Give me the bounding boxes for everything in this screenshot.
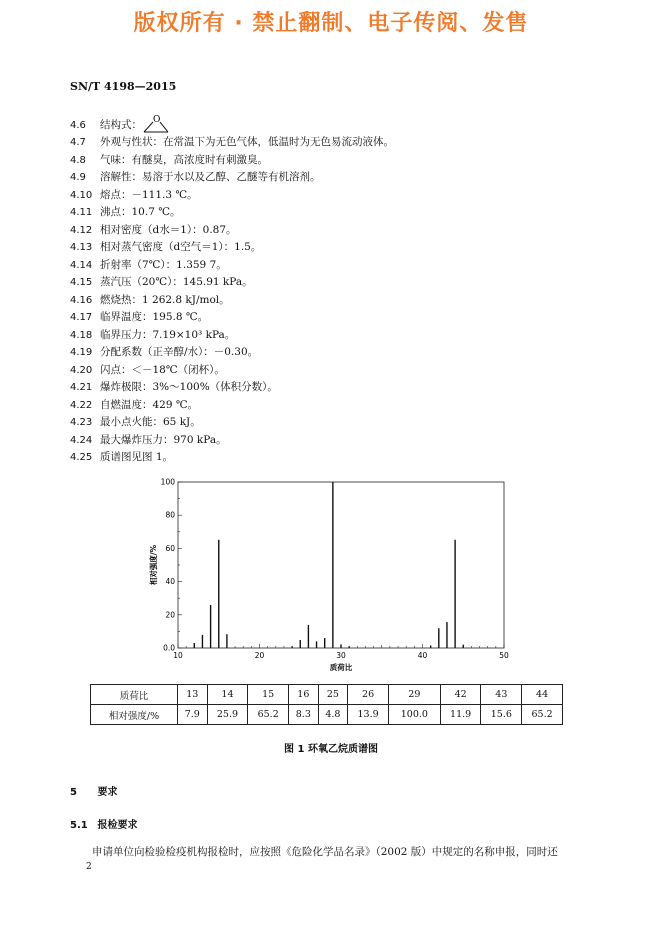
- table-cell: 44: [522, 685, 563, 705]
- property-item: [70, 344, 630, 362]
- spectrum-bar: [291, 646, 292, 648]
- x-tick-label: 10: [173, 651, 183, 660]
- spectrum-bar: [218, 540, 219, 648]
- spectrum-bar: [340, 645, 341, 648]
- mass-spectrum-table: [90, 684, 563, 725]
- body-paragraph: 申请单位向检验检疫机构报检时，应按照《危险化学品名录》（2002 版）中规定的名称申报，同时还: [92, 846, 558, 858]
- table-cell: 29: [388, 685, 440, 705]
- table-cell: 42: [440, 685, 481, 705]
- item-number: 4.22: [70, 399, 93, 411]
- property-item: [70, 309, 630, 327]
- spectrum-bar: [316, 641, 317, 648]
- item-number: 4.18: [70, 329, 93, 341]
- item-text: 相对蒸气密度（d空气＝1）：1.5。: [100, 241, 262, 253]
- spectrum-bar: [308, 625, 309, 648]
- item-number: 4.8: [70, 154, 86, 166]
- property-item: [70, 134, 630, 152]
- spectrum-bar: [210, 605, 211, 648]
- spectrum-bar: [202, 635, 203, 648]
- y-tick-label: 20: [165, 610, 175, 620]
- spectrum-bar: [438, 628, 439, 648]
- x-tick-label: 20: [254, 651, 265, 660]
- item-text: 临界压力：7.19×10³ kPa。: [100, 328, 236, 341]
- item-text: 熔点：－111.3 ℃。: [100, 188, 198, 201]
- y-tick-label: 0.0: [163, 643, 175, 653]
- spectrum-bar: [332, 482, 333, 648]
- item-text: 沸点：10.7 ℃。: [100, 206, 181, 218]
- page-number: 2: [86, 862, 92, 872]
- table-cell: 65.2: [248, 705, 289, 725]
- item-number: 4.25: [70, 452, 93, 463]
- item-text: 蒸汽压（20℃）：145.91 kPa。: [100, 276, 253, 288]
- table-cell: 26: [348, 685, 389, 705]
- y-tick-label: 100: [160, 477, 175, 487]
- item-number: 4.10: [70, 189, 93, 201]
- property-list: [70, 112, 630, 467]
- y-axis-label: 相对强度/%: [149, 544, 158, 586]
- x-tick-label: 50: [499, 651, 509, 660]
- table-cell: 4.8: [318, 705, 348, 725]
- table-cell: 15: [248, 685, 289, 705]
- item-text: 闪点：＜－18℃（闭杯）。: [100, 363, 225, 376]
- item-text: 气味：有醚臭，高浓度时有刺激臭。: [100, 153, 268, 166]
- item-text: 临界温度：195.8 ℃。: [100, 311, 209, 323]
- spectrum-bar: [226, 634, 227, 648]
- item-number: 4.12: [70, 224, 93, 236]
- y-tick-label: 80: [165, 510, 175, 520]
- spectrum-bar: [300, 640, 301, 648]
- section-number: 5: [70, 787, 77, 798]
- property-item: [70, 187, 630, 205]
- section-heading: [70, 783, 117, 798]
- item-number: 4.9: [70, 172, 86, 183]
- x-tick-label: 30: [336, 651, 346, 660]
- property-item: [70, 274, 630, 292]
- spectrum-bar: [446, 622, 447, 648]
- property-item: [70, 432, 630, 450]
- property-item: [70, 379, 630, 397]
- table-cell: 65.2: [522, 705, 563, 725]
- item-number: 4.20: [70, 364, 93, 376]
- item-text: 燃烧热：1 262.8 kJ/mol。: [100, 293, 230, 306]
- property-item: [70, 239, 630, 257]
- item-text: 自燃温度：429 ℃。: [100, 398, 199, 411]
- mass-spectrum-chart: [136, 474, 516, 680]
- item-text: 分配系数（正辛醇/水）：－0.30。: [100, 346, 259, 358]
- item-text: 结构式：: [100, 118, 142, 131]
- property-item: [70, 449, 630, 467]
- copyright-watermark: 版权所有 · 禁止翻制、电子传阅、发售: [133, 11, 529, 36]
- property-item: [70, 292, 630, 310]
- table-cell: 14: [207, 685, 248, 705]
- item-number: 4.19: [70, 347, 93, 358]
- table-cell: 25: [318, 685, 348, 705]
- table-cell: 7.9: [178, 705, 208, 725]
- item-number: 4.24: [70, 434, 93, 446]
- item-number: 4.16: [70, 294, 93, 306]
- item-text: 最大爆炸压力：970 kPa。: [100, 433, 227, 446]
- y-tick-label: 40: [165, 577, 175, 587]
- table-cell: 13.9: [348, 705, 389, 725]
- section-title: 要求: [97, 787, 118, 798]
- property-item: [70, 397, 630, 415]
- property-item: [70, 204, 630, 222]
- table-cell: 8.3: [289, 705, 319, 725]
- spectrum-bar: [324, 638, 325, 648]
- item-text: 最小点火能：65 kJ。: [100, 416, 201, 428]
- x-axis-label: 质荷比: [329, 663, 353, 672]
- table-row: [91, 705, 563, 725]
- item-number: 4.17: [70, 312, 93, 323]
- property-item: [70, 327, 630, 345]
- item-text: 折射率（7℃）：1.359 7。: [100, 258, 227, 271]
- property-item: [70, 112, 630, 134]
- mass-spectrum-svg: [136, 474, 516, 680]
- item-text: 相对密度（d水＝1）：0.87。: [100, 223, 237, 236]
- epoxide-ring-icon: [142, 114, 172, 134]
- table-cell: 16: [289, 685, 319, 705]
- x-tick-label: 40: [417, 651, 428, 660]
- table-cell: 100.0: [388, 705, 440, 725]
- property-item: [70, 169, 630, 187]
- table-cell: 25.9: [207, 705, 248, 725]
- item-number: 4.11: [70, 207, 93, 218]
- item-number: 4.15: [70, 277, 93, 288]
- spectrum-bar: [454, 540, 455, 648]
- item-number: 4.6: [70, 119, 86, 131]
- standard-code: SN/T 4198—2015: [70, 80, 177, 93]
- section-number: 5.1: [70, 820, 88, 831]
- item-number: 4.7: [70, 137, 86, 148]
- item-number: 4.13: [70, 242, 93, 253]
- spectrum-bar: [348, 646, 349, 648]
- item-text: 溶解性：易溶于水以及乙醇、乙醚等有机溶剂。: [100, 171, 321, 183]
- table-cell: 15.6: [481, 705, 522, 725]
- item-text: 爆炸极限：3%～100%（体积分数）。: [100, 381, 278, 393]
- table-cell: 43: [481, 685, 522, 705]
- property-item: [70, 257, 630, 275]
- spectrum-bar: [463, 645, 464, 648]
- item-text: 外观与性状：在常温下为无色气体，低温时为无色易流动液体。: [100, 136, 394, 148]
- table-cell: 13: [178, 685, 208, 705]
- item-number: 4.23: [70, 417, 93, 428]
- section-title: 报检要求: [97, 820, 138, 831]
- figure-caption: 图 1 环氧乙烷质谱图: [284, 744, 378, 755]
- section-heading: [70, 816, 137, 831]
- item-text: 质谱图见图 1。: [100, 451, 174, 463]
- table-header-cell: 相对强度/%: [91, 705, 178, 725]
- table-cell: 11.9: [440, 705, 481, 725]
- spectrum-bar: [430, 646, 431, 648]
- property-item: [70, 414, 630, 432]
- y-tick-label: 60: [165, 543, 175, 553]
- spectrum-bar: [194, 643, 195, 648]
- table-row: [91, 685, 563, 705]
- table-header-cell: 质荷比: [91, 685, 178, 705]
- property-item: [70, 362, 630, 380]
- item-number: 4.14: [70, 259, 93, 271]
- property-item: [70, 222, 630, 240]
- property-item: [70, 152, 630, 170]
- oxygen-atom-label: O: [153, 115, 161, 125]
- item-number: 4.21: [70, 382, 93, 393]
